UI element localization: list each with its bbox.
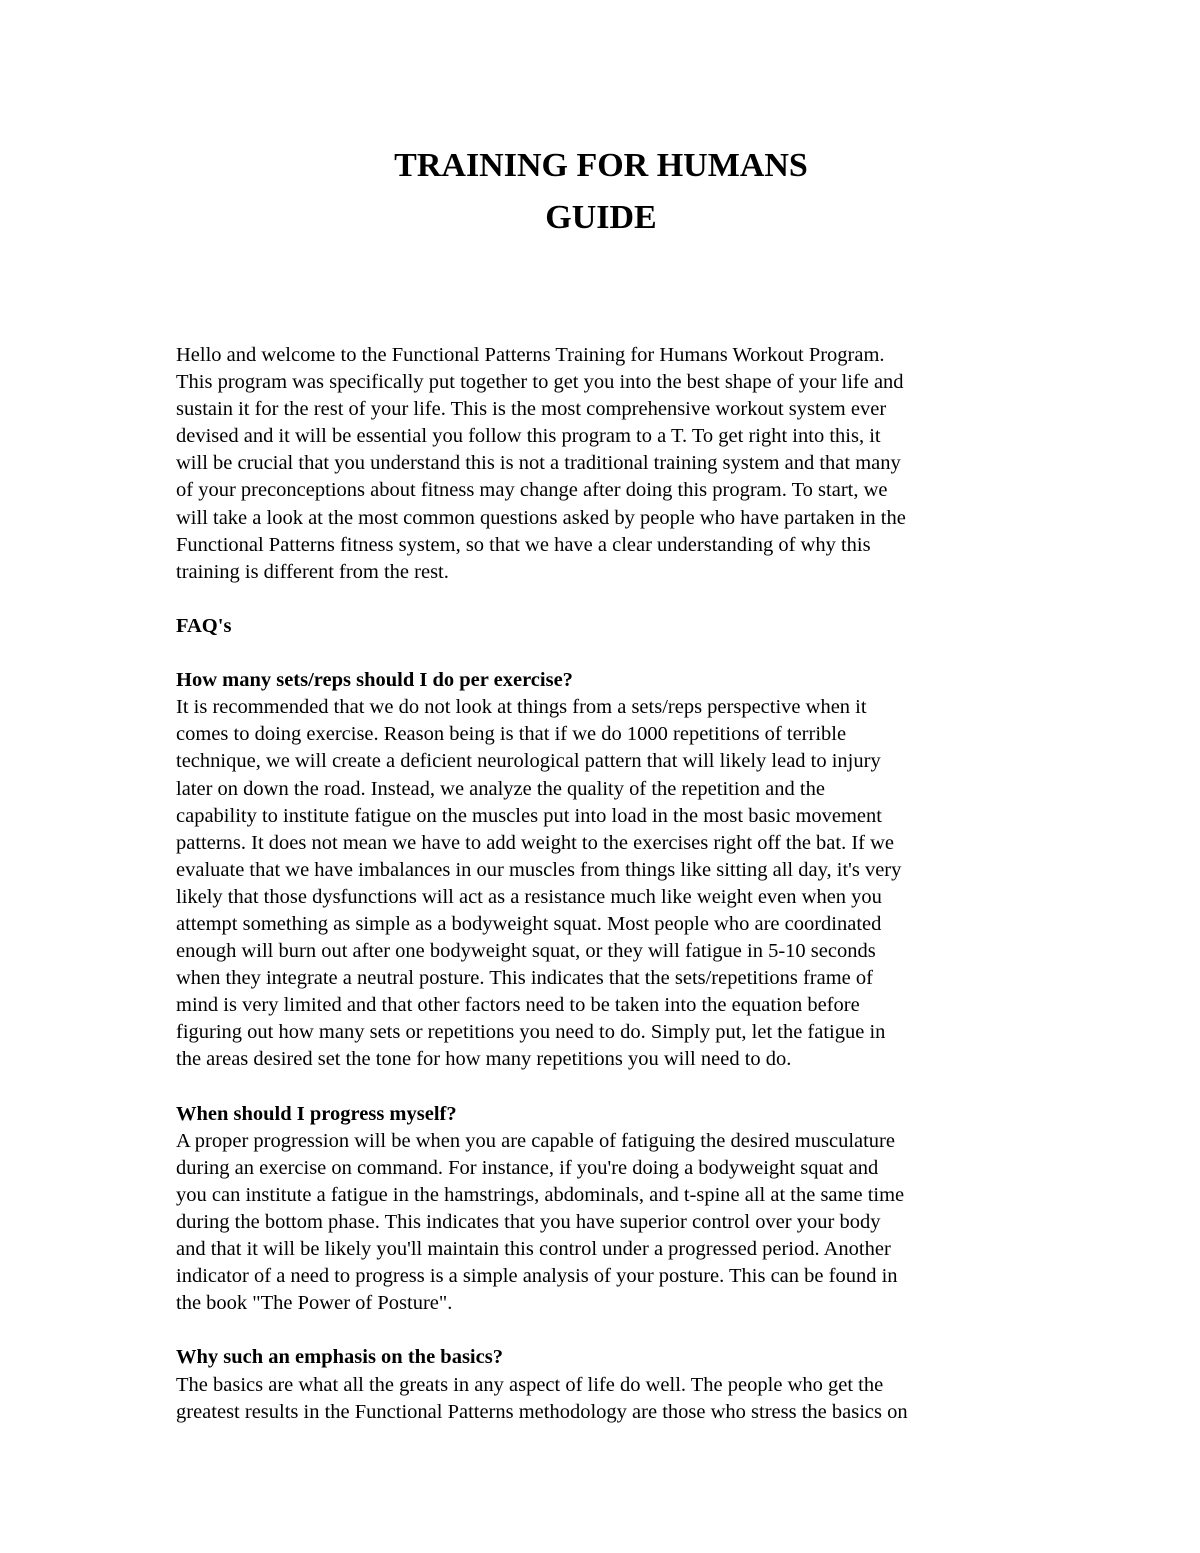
faq-answer-line: It is recommended that we do not look at things from a sets/reps perspective when it (176, 696, 867, 719)
faq-question: Why such an emphasis on the basics? (176, 1346, 503, 1369)
faq-answer-line: The basics are what all the greats in any aspect of life do well. The people who get the (176, 1373, 884, 1396)
intro-line: sustain it for the rest of your life. This is the most comprehensive workout system ever (176, 398, 887, 421)
faq-answer-line: you can institute a fatigue in the hamstrings, abdominals, and t-spine all at the same time (176, 1183, 905, 1206)
intro-line: will be crucial that you understand this is not a traditional training system and that many (176, 452, 901, 475)
faq-item (176, 1344, 1026, 1425)
faq-item (176, 667, 1026, 1073)
document-page (176, 140, 1026, 1426)
intro-line: of your preconceptions about fitness may change after doing this program. To start, we (176, 479, 888, 502)
intro-paragraph (176, 342, 1026, 586)
faq-answer-line: and that it will be likely you'll maintain this control under a progressed period. Another (176, 1238, 891, 1261)
faq-answer-line: when they integrate a neutral posture. This indicates that the sets/repetitions frame of (176, 967, 873, 990)
faq-question: How many sets/reps should I do per exercise? (176, 669, 573, 692)
intro-line: training is different from the rest. (176, 560, 449, 583)
faq-answer-line: figuring out how many sets or repetitions you need to do. Simply put, let the fatigue in (176, 1021, 886, 1044)
document-title (176, 140, 1026, 244)
intro-line: devised and it will be essential you follow this program to a T. To get right into this, it (176, 425, 881, 448)
faq-answer-line: during the bottom phase. This indicates that you have superior control over your body (176, 1211, 881, 1233)
faq-answer-line: enough will burn out after one bodyweight squat, or they will fatigue in 5-10 seconds (176, 940, 876, 963)
faq-answer-line: indicator of a need to progress is a simple analysis of your posture. This can be found in (176, 1265, 898, 1288)
title-line-1: TRAINING FOR HUMANS (394, 147, 808, 184)
faq-answer-line: the areas desired set the tone for how many repetitions you will need to do. (176, 1048, 792, 1071)
title-line-2: GUIDE (545, 199, 657, 236)
faq-answer-line: greatest results in the Functional Patterns methodology are those who stress the basics on (176, 1400, 908, 1423)
faq-answer-line: capability to institute fatigue on the muscles put into load in the most basic movement (176, 804, 882, 827)
faq-answer-line: patterns. It does not mean we have to add weight to the exercises right off the bat. If we (176, 831, 895, 854)
faq-answer-line: attempt something as simple as a bodyweight squat. Most people who are coordinated (176, 912, 882, 935)
intro-line: Functional Patterns fitness system, so that we have a clear understanding of why this (176, 533, 871, 556)
intro-line: Hello and welcome to the Functional Patterns Training for Humans Workout Program. (176, 344, 885, 366)
faq-heading: FAQ's (176, 614, 232, 637)
faq-answer-line: the book "The Power of Posture". (176, 1292, 453, 1315)
faq-answer-line: later on down the road. Instead, we analyze the quality of the repetition and the (176, 777, 825, 800)
document-body (176, 342, 1026, 1426)
intro-line: will take a look at the most common questions asked by people who have partaken in the (176, 506, 906, 529)
faq-answer-line: likely that those dysfunctions will act as a resistance much like weight even when you (176, 885, 882, 908)
faq-answer-line: mind is very limited and that other factors need to be taken into the equation before (176, 994, 860, 1017)
faq-answer-line: technique, we will create a deficient neurological pattern that will likely lead to injury (176, 750, 881, 773)
faq-answer-line: comes to doing exercise. Reason being is that if we do 1000 repetitions of terrible (176, 723, 847, 746)
faq-answer-line: A proper progression will be when you are capable of fatiguing the desired musculature (176, 1129, 895, 1152)
faq-item (176, 1101, 1026, 1318)
faq-answer-line: evaluate that we have imbalances in our muscles from things like sitting all day, it's very (176, 858, 902, 881)
faq-answer-line: during an exercise on command. For instance, if you're doing a bodyweight squat and (176, 1156, 879, 1179)
faq-question: When should I progress myself? (176, 1102, 457, 1125)
intro-line: This program was specifically put together to get you into the best shape of your life and (176, 371, 904, 394)
